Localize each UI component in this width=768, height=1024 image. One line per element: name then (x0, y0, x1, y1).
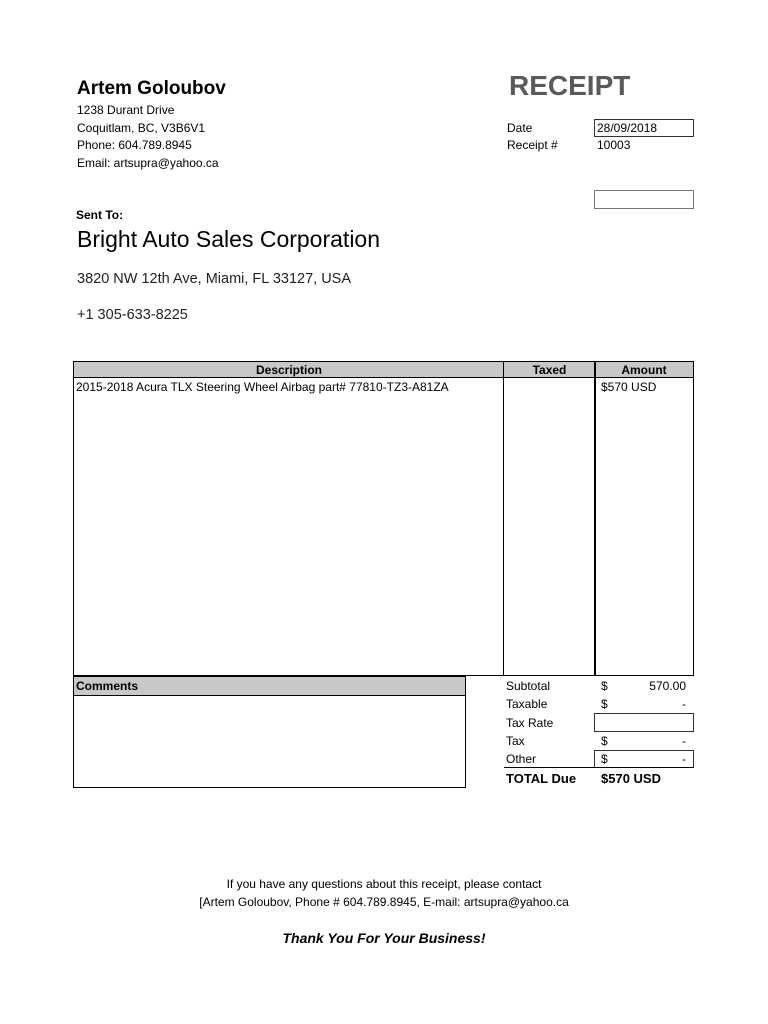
client-phone: +1 305-633-8225 (77, 307, 188, 323)
comments-label: Comments (74, 677, 465, 696)
taxable-label: Taxable (506, 697, 548, 711)
sender-address: 1238 Durant Drive (77, 103, 175, 117)
total-due-value: $570 USD (601, 771, 661, 786)
sender-city: Coquitlam, BC, V3B6V1 (77, 121, 206, 135)
comments-box (73, 676, 466, 788)
taxable-value: - (682, 697, 686, 711)
total-due-label: TOTAL Due (506, 771, 577, 786)
footer-contact-line2: [Artem Goloubov, Phone # 604.789.8945, E-mail: artsupra@yahoo.ca (199, 895, 569, 909)
items-table (73, 361, 694, 676)
header-taxed: Taxed (504, 362, 595, 378)
tax-rate-field (594, 713, 694, 732)
item-description: 2015-2018 Acura TLX Steering Wheel Airbag part# 77810-TZ3-A81ZA (76, 380, 449, 394)
client-name: Bright Auto Sales Corporation (77, 226, 381, 252)
tax-label: Tax (506, 734, 525, 748)
tax-rate-label: Tax Rate (506, 716, 554, 730)
total-divider (504, 767, 694, 768)
other-value: - (682, 752, 686, 766)
subtotal-label: Subtotal (506, 679, 551, 693)
receipt-title: RECEIPT (509, 70, 631, 101)
sender-phone: Phone: 604.789.8945 (77, 138, 192, 152)
header-amount: Amount (595, 362, 693, 378)
sender-email: Email: artsupra@yahoo.ca (77, 156, 219, 170)
sent-to-label: Sent To: (76, 208, 124, 222)
client-address: 3820 NW 12th Ave, Miami, FL 33127, USA (77, 271, 352, 287)
taxable-currency: $ (601, 697, 608, 711)
date-label: Date (507, 121, 533, 135)
tax-currency: $ (601, 734, 608, 748)
column-divider (594, 362, 596, 675)
item-amount: $570 USD (601, 380, 657, 394)
footer-contact-line1: If you have any questions about this receipt, please contact (226, 877, 542, 891)
tax-value: - (682, 734, 686, 748)
header-description: Description (74, 362, 504, 378)
date-value: 28/09/2018 (597, 121, 658, 135)
column-divider (503, 362, 504, 675)
subtotal-value: 570.00 (649, 679, 686, 693)
subtotal-currency: $ (601, 679, 608, 693)
thank-you-message: Thank You For Your Business! (282, 930, 486, 946)
other-currency: $ (601, 752, 608, 766)
extra-field (594, 190, 694, 209)
receipt-number-value: 10003 (597, 138, 631, 152)
sender-name: Artem Goloubov (77, 78, 226, 99)
other-label: Other (506, 752, 537, 766)
receipt-number-label: Receipt # (507, 138, 558, 152)
